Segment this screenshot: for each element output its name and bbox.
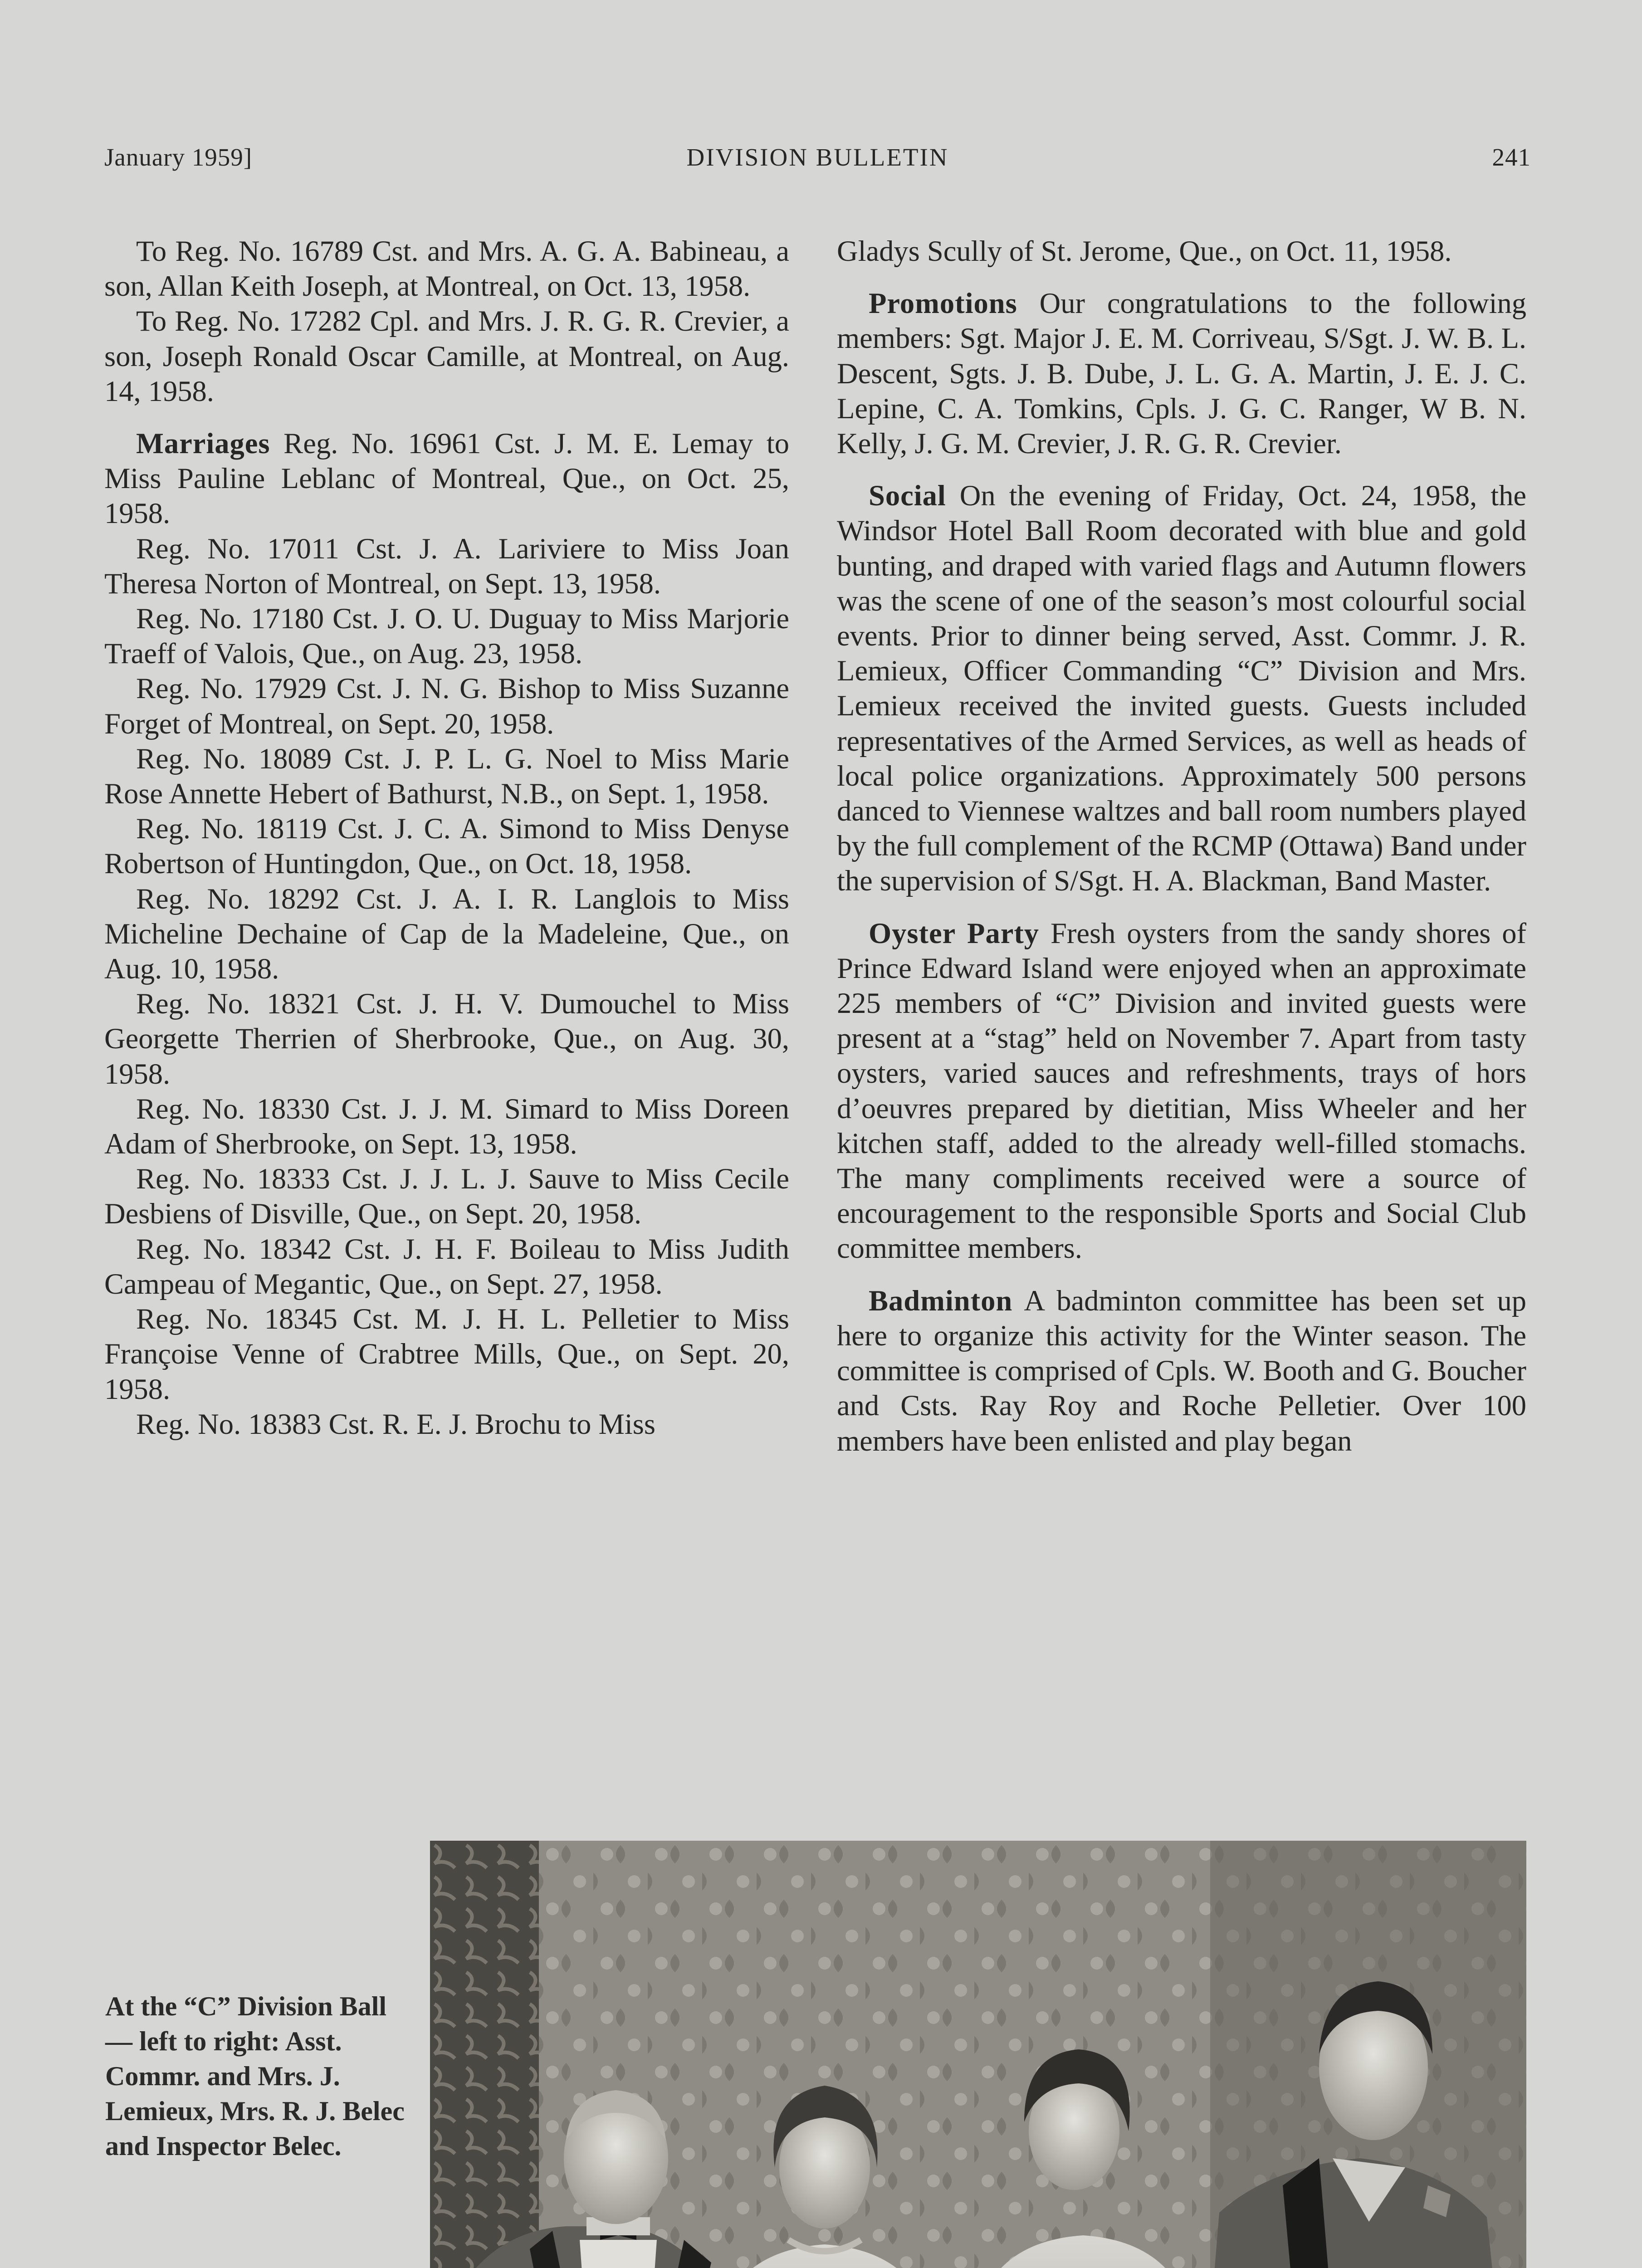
marriages-section bbox=[104, 426, 789, 531]
running-head bbox=[104, 143, 1531, 179]
photograph-illustration bbox=[430, 1841, 1526, 2268]
marriage-entry: Reg. No. 18383 Cst. R. E. J. Brochu to Miss bbox=[136, 1408, 655, 1440]
birth-notice: To Reg. No. 17282 Cpl. and Mrs. J. R. G. R. Crevier, a son, Joseph Ronald Oscar Camille, at Montreal, on Aug. 14, 1958. bbox=[104, 305, 789, 407]
social-section bbox=[837, 478, 1526, 898]
marriage-entry: Reg. No. 18321 Cst. J. H. V. Dumouchel to Miss Georgette Therrien of Sherbrooke, Que., on Aug. 30, 1958. bbox=[104, 987, 789, 1090]
birth-notice: To Reg. No. 16789 Cst. and Mrs. A. G. A. Babineau, a son, Allan Keith Joseph, at Montreal, on Oct. 13, 1958. bbox=[104, 235, 789, 303]
social-text: On the evening of Friday, Oct. 24, 1958, the Windsor Hotel Ball Room decorated with blue and gold bunting, and draped with varied flags and Autumn flowers was the scene of one of the season’s most colourful social events. Prior to dinner being served, Asst. Commr. J. R. Lemieux, Officer Commanding “C” Division and Mrs. Lemieux received the invited guests. Guests included representatives of the Armed Services, as well as heads of local police organizations. Approximately 500 persons danced to Viennese waltzes and ball room numbers played by the full complement of the RCMP (Ottawa) Band under the supervision of S/Sgt. H. A. Blackman, Band Master. bbox=[837, 479, 1527, 897]
marriage-entry: Reg. No. 18119 Cst. J. C. A. Simond to Miss Denyse Robertson of Huntingdon, Que., on Oct. 18, 1958. bbox=[104, 812, 789, 880]
promotions-section bbox=[837, 286, 1526, 461]
ball-photograph bbox=[430, 1841, 1526, 2268]
marriage-entry: Reg. No. 18292 Cst. J. A. I. R. Langlois to Miss Micheline Dechaine of Cap de la Madeleine, Que., on Aug. 10, 1958. bbox=[104, 882, 789, 985]
marriage-entry: Reg. No. 18345 Cst. M. J. H. L. Pelletier to Miss Françoise Venne of Crabtree Mills, Que., on Sept. 20, 1958. bbox=[104, 1303, 789, 1405]
marriage-entry: Reg. No. 17180 Cst. J. O. U. Duguay to Miss Marjorie Traeff of Valois, Que., on Aug. 23, 1958. bbox=[104, 602, 789, 670]
oyster-party-section bbox=[837, 916, 1526, 1266]
promotions-heading: Promotions bbox=[869, 287, 1017, 320]
marriage-entry: Reg. No. 18089 Cst. J. P. L. G. Noel to Miss Marie Rose Annette Hebert of Bathurst, N.B., on Sept. 1, 1958. bbox=[104, 742, 789, 810]
marriage-entry: Reg. No. 18342 Cst. J. H. F. Boileau to Miss Judith Campeau of Megantic, Que., on Sept. 27, 1958. bbox=[104, 1232, 789, 1300]
photo-caption: At the “C” Division Ball— left to right: Asst. Commr. and Mrs. J. Lemieux, Mrs. R. J. Belec and Inspector Belec. bbox=[105, 1991, 405, 2161]
promotions-text: Our congratulations to the following members: Sgt. Major J. E. M. Corriveau, S/Sgt. J. W. B. L. Descent, Sgts. J. B. Dube, J. L. G. A. Martin, J. E. J. C. Lepine, C. A. Tomkins, Cpls. J. G. C. Ranger, W B. N. Kelly, J. G. M. Crevier, J. R. G. R. Crevier. bbox=[837, 287, 1526, 460]
marriage-entry: Reg. No. 17929 Cst. J. N. G. Bishop to Miss Suzanne Forget of Montreal, on Sept. 20, 1958. bbox=[104, 672, 789, 740]
left-column bbox=[104, 234, 789, 1442]
oyster-party-heading: Oyster Party bbox=[869, 917, 1040, 949]
marriage-continuation: Gladys Scully of St. Jerome, Que., on Oct. 11, 1958. bbox=[837, 235, 1452, 267]
publication-title: DIVISION BULLETIN bbox=[686, 143, 949, 171]
marriages-heading: Marriages bbox=[136, 427, 270, 460]
marriage-entry: Reg. No. 18333 Cst. J. J. L. J. Sauve to Miss Cecile Desbiens of Disville, Que., on Sept. 20, 1958. bbox=[104, 1163, 789, 1230]
oyster-party-text: Fresh oysters from the sandy shores of Prince Edward Island were enjoyed when an approximate 225 members of “C” Division and invited guests were present at a “stag” held on November 7. Apart from tasty oysters, varied sauces and refreshments, trays of hors d’oeuvres prepared by dietitian, Miss Wheeler and her kitchen staff, added to the already well-filled stomachs. The many compliments received were a source of encouragement to the responsible Sports and Social Club committee members. bbox=[837, 917, 1526, 1265]
marriage-entry: Reg. No. 17011 Cst. J. A. Lariviere to Miss Joan Theresa Norton of Montreal, on Sept. 13, 1958. bbox=[104, 532, 789, 600]
marriage-entry: Reg. No. 16961 Cst. J. M. E. Lemay to Miss Pauline Leblanc of Montreal, Que., on Oct. 25, 1958. bbox=[104, 427, 789, 530]
badminton-heading: Badminton bbox=[869, 1284, 1013, 1317]
marriage-entry: Reg. No. 18330 Cst. J. J. M. Simard to Miss Doreen Adam of Sherbrooke, on Sept. 13, 1958. bbox=[104, 1092, 789, 1160]
page-number: 241 bbox=[1492, 143, 1531, 171]
badminton-text: A badminton committee has been set up here to organize this activity for the Winter season. The committee is comprised of Cpls. W. Booth and G. Boucher and Csts. Ray Roy and Roche Pelletier. Over 100 members have been enlisted and play began bbox=[837, 1284, 1526, 1457]
issue-date: January 1959] bbox=[104, 143, 253, 171]
social-heading: Social bbox=[869, 479, 946, 512]
right-column bbox=[837, 234, 1526, 1458]
badminton-section bbox=[837, 1283, 1526, 1458]
